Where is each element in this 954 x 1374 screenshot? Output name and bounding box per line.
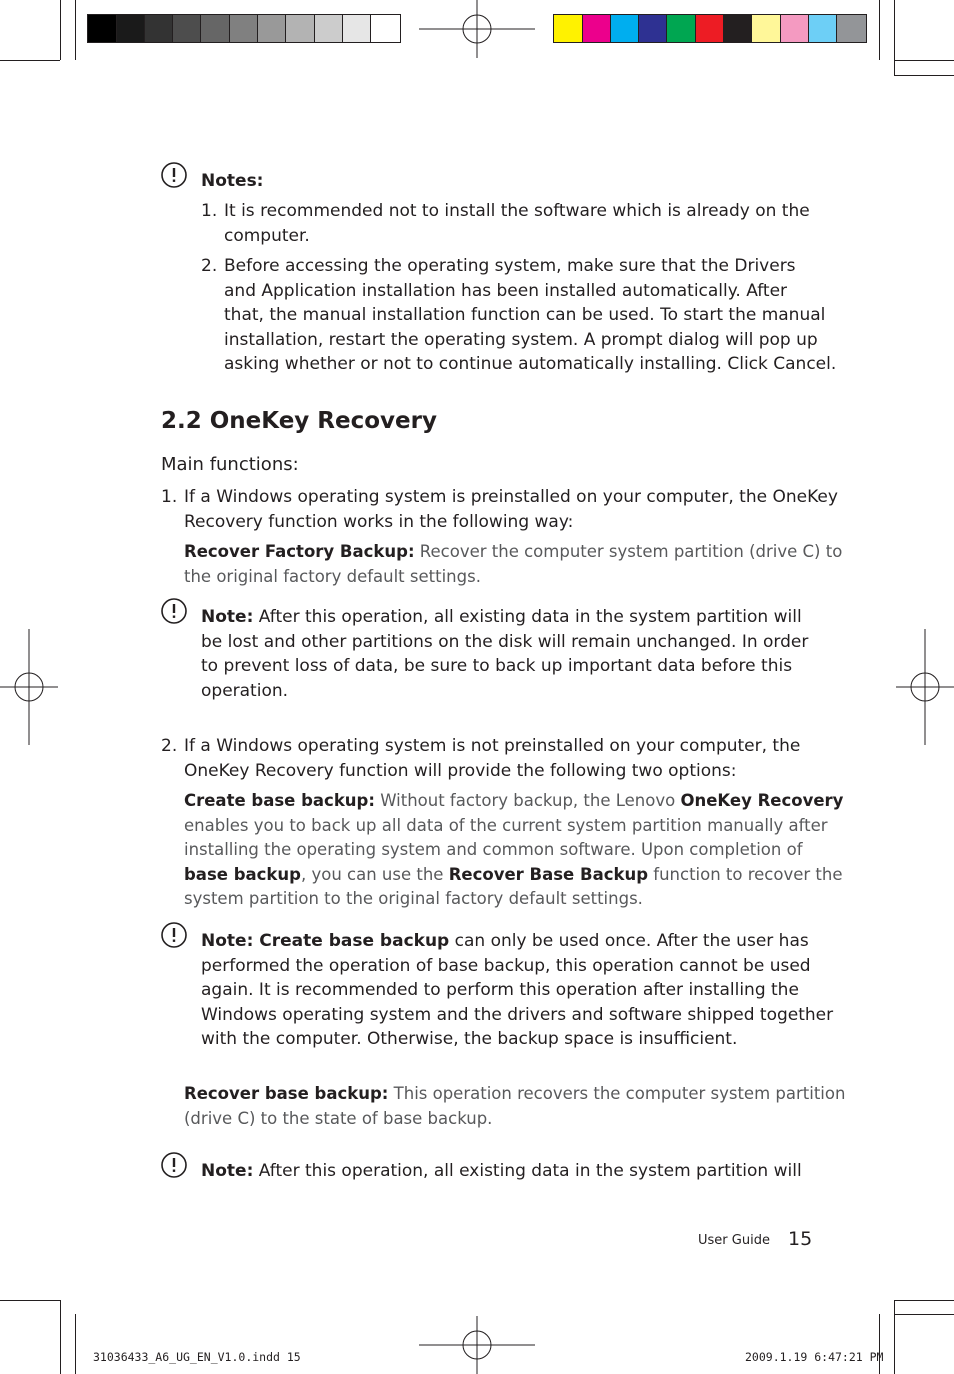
registration-mark-right [896, 629, 954, 745]
exclamation-icon [161, 922, 187, 948]
item-2-number: 2. [161, 736, 178, 756]
slug-timestamp: 2009.1.19 6:47:21 PM [745, 1350, 884, 1364]
recover-factory-backup: Recover Factory Backup: Recover the computer system partition (drive C) to the original factory default settings. [184, 542, 843, 586]
registration-mark-left [0, 629, 60, 745]
exclamation-icon [161, 1152, 187, 1178]
item-2-text: If a Windows operating system is not preinstalled on your computer, the OneKey Recovery function will provide the following two options: [184, 736, 801, 781]
slug-filename: 31036433_A6_UG_EN_V1.0.indd 15 [93, 1350, 301, 1364]
section-heading: 2.2 OneKey Recovery [161, 408, 437, 434]
registration-mark-bottom [419, 1316, 535, 1374]
notes-item-1-number: 1. [201, 201, 218, 221]
exclamation-icon [161, 598, 187, 624]
note-3: Note: After this operation, all existing data in the system partition will [201, 1161, 802, 1181]
item-1-number: 1. [161, 487, 178, 507]
exclamation-icon [161, 162, 187, 188]
page-number: 15 [788, 1228, 813, 1250]
notes-item-2: Before accessing the operating system, make sure that the Drivers and Application installation has been installed automatically. After that, the manual installation function can be used. To start the manual installation, restart the operating system. A prompt dialog will pop up asking whether or not to continue automatically installing. Click Cancel. [224, 256, 837, 375]
create-base-backup: Create base backup: Without factory backup, the Lenovo OneKey Recovery enables you to back up all data of the current system partition manually after installing the operating system and common software. Upon completion of base backup, you can use the Recover Base Backup function to recover the system partition to the original factory default settings. [184, 791, 844, 909]
subheading: Main functions: [161, 454, 299, 475]
registration-mark-top [419, 0, 535, 60]
footer-guide-label: User Guide [698, 1233, 770, 1248]
recover-base-backup: Recover base backup: This operation recovers the computer system partition (drive C) to the state of base backup. [184, 1084, 846, 1128]
recover-factory-backup-label: Recover Factory Backup: [184, 542, 415, 561]
color-bar [553, 14, 867, 43]
note-2: Note: Create base backup can only be used once. After the user has performed the operation of base backup, this operation cannot be used again. It is recommended to perform this operation after installing the Windows operating system and the drivers and software shipped together with the computer. Otherwise, the backup space is insufficient. [201, 931, 834, 1050]
grayscale-bar [87, 14, 401, 43]
note-1: Note: After this operation, all existing data in the system partition will be lost and other partitions on the disk will remain unchanged. In order to prevent loss of data, be sure to back up important data before this operation. [201, 607, 809, 701]
notes-item-1: It is recommended not to install the software which is already on the computer. [224, 201, 810, 246]
item-1-text: If a Windows operating system is preinstalled on your computer, the OneKey Recovery function works in the following way: [184, 487, 838, 532]
notes-title: Notes: [201, 171, 264, 191]
notes-item-2-number: 2. [201, 256, 218, 276]
